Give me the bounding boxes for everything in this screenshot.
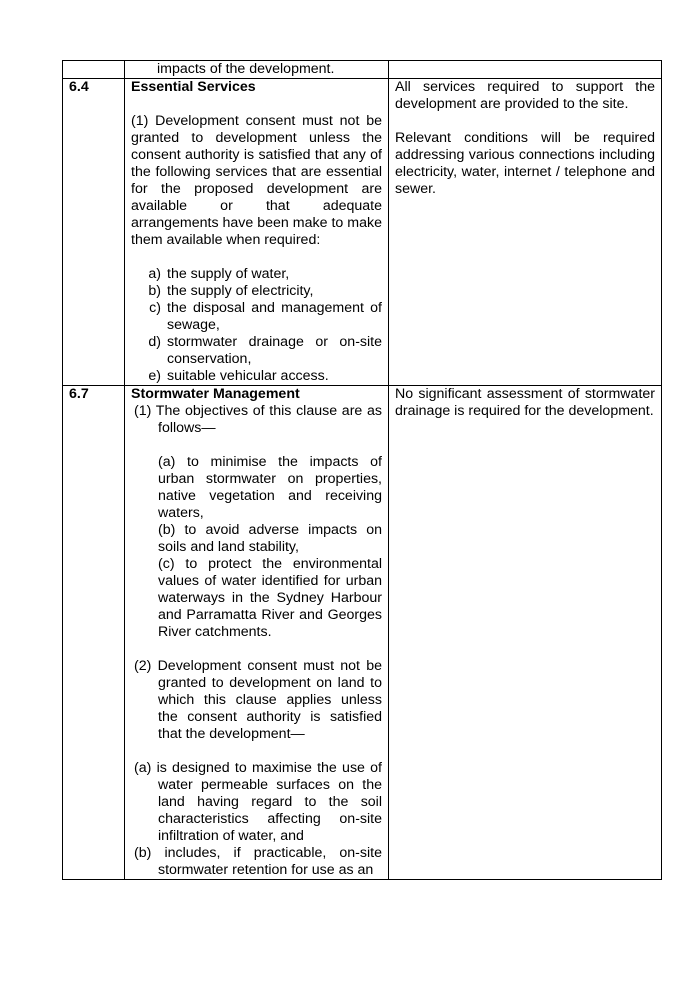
objective-c: (c) to protect the environmental values of water identified for urban waterways in the Sydney Harbour and Parramatta River and Georges River catchments. (158, 556, 382, 640)
continued-text: impacts of the development. (125, 61, 389, 79)
comment-paragraph: No significant assessment of stormwater drainage is required for the development. (395, 386, 655, 419)
table-row-continued (63, 61, 662, 79)
list-item: d) stormwater drainage or on-site conservation, (148, 334, 382, 367)
list-item: c) the disposal and management of sewage, (149, 300, 382, 333)
clause-subsection: (1) The objectives of this clause are as follows— (134, 403, 382, 436)
objective-b: (b) to avoid adverse impacts on soils and land stability, (158, 522, 382, 555)
objective-a: (a) to minimise the impacts of urban stormwater on properties, native vegetation and receiving waters, (158, 454, 382, 521)
comment-paragraph: All services required to support the development are provided to the site. (395, 79, 655, 112)
clause-number: 6.7 (63, 386, 125, 880)
requirement-b: (b) includes, if practicable, on-site stormwater retention for use as an (134, 845, 382, 878)
assessment-comment (389, 386, 662, 880)
clause-title: Stormwater Management (131, 386, 300, 402)
table-row-6-7 (63, 386, 662, 880)
list-item: a) the supply of water, (148, 266, 290, 282)
services-list (131, 266, 382, 385)
clause-subsection: (2) Development consent must not be granted to development on land to which this clause applies unless the consent authority is satisfied that the development— (134, 658, 382, 742)
table-row-6-4 (63, 79, 662, 386)
requirement-a: (a) is designed to maximise the use of water permeable surfaces on the land having regard to the soil characteristics affecting on-site infiltration of water, and (134, 760, 382, 844)
clause-title: Essential Services (131, 79, 256, 95)
list-item: e) suitable vehicular access. (148, 368, 329, 384)
assessment-comment (389, 79, 662, 386)
clause-number: 6.4 (63, 79, 125, 386)
clause-content (125, 79, 389, 386)
list-item: b) the supply of electricity, (148, 283, 314, 299)
assessment-table (62, 60, 662, 880)
clause-intro: (1) Development consent must not be granted to development unless the consent authority is satisfied that any of the following services that are essential for the proposed development are available or that adequate arrangements have been make to make them available when required: (131, 113, 382, 248)
clause-content (125, 386, 389, 880)
comment-paragraph: Relevant conditions will be required addressing various connections including electricity, water, internet / telephone and sewer. (395, 130, 655, 197)
